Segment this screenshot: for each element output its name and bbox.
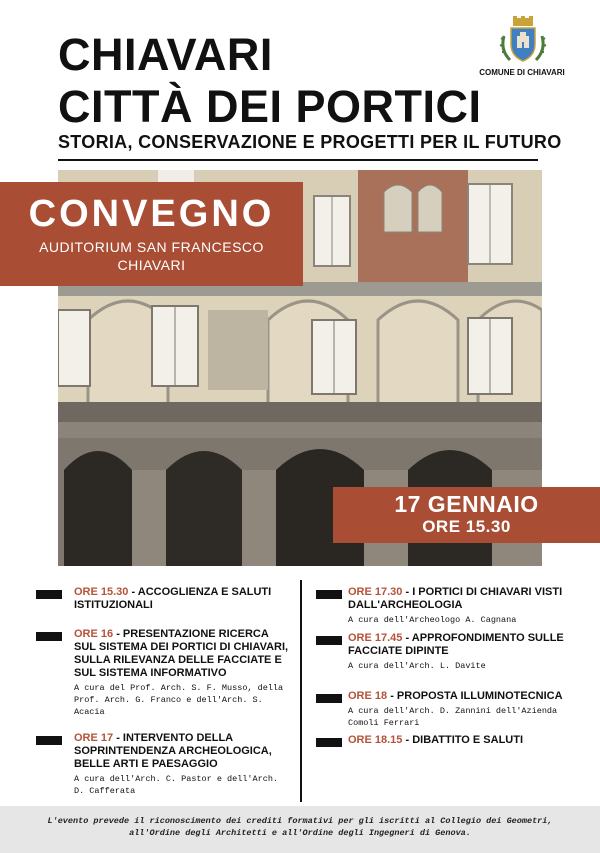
banner-heading: CONVEGNO	[28, 193, 275, 235]
program-time: ORE 16	[74, 628, 114, 640]
program-title: - APPROFONDIMENTO SULLE FACCIATE DIPINTE	[348, 632, 564, 657]
program-bullet	[316, 636, 342, 645]
program-speakers: A cura dell'Arch. C. Pastor e dell'Arch. D. Cafferata	[74, 774, 279, 796]
program-title: - INTERVENTO DELLA SOPRINTENDENZA ARCHEOLOGICA, BELLE ARTI E PAESAGGIO	[74, 732, 272, 770]
venue-line-2: CHIAVARI	[117, 257, 186, 273]
program-time: ORE 17.45	[348, 632, 403, 644]
comune-label: COMUNE DI CHIAVARI	[479, 68, 565, 77]
program-item	[348, 632, 586, 672]
venue-line-1: AUDITORIUM SAN FRANCESCO	[39, 239, 264, 255]
title-line-1: CHIAVARI	[58, 29, 273, 80]
program-title: - DIBATTITO E SALUTI	[402, 734, 524, 746]
program-speakers: A cura dell'Arch. L. Davite	[348, 661, 486, 671]
program-item	[348, 586, 586, 626]
program-title: - I PORTICI DI CHIAVARI VISTI DALL'ARCHEOLOGIA	[348, 586, 563, 611]
program-item	[348, 734, 586, 747]
program-title: - PROPOSTA ILLUMINOTECNICA	[387, 690, 563, 702]
program-speakers: A cura del Prof. Arch. S. F. Musso, della Prof. Arch. G. Franco e dell'Arch. S. Acacia	[74, 683, 284, 717]
program-title: - PRESENTAZIONE RICERCA SUL SISTEMA DEI PORTICI DI CHIAVARI, SULLA RILEVANZA DELLE FACCIATE E SUL SISTEMA INFORMATIVO	[74, 628, 289, 679]
footer-note	[0, 806, 600, 853]
program-speakers: A cura dell'Archeologo A. Cagnana	[348, 615, 517, 625]
program-item	[74, 628, 292, 718]
program-bullet	[316, 590, 342, 599]
convegno-banner	[0, 182, 303, 286]
event-time: ORE 15.30	[422, 517, 511, 536]
event-date: 17 GENNAIO	[394, 491, 539, 517]
subtitle: STORIA, CONSERVAZIONE E PROGETTI PER IL FUTURO	[58, 132, 562, 152]
title-line-2: CITTÀ DEI PORTICI	[58, 81, 482, 132]
program-time: ORE 18	[348, 690, 388, 702]
program-bullet	[316, 738, 342, 747]
program-item	[348, 690, 586, 729]
footer-line-1: L'evento prevede il riconoscimento dei crediti formativi per gli iscritti al Collegio dei Geometri,	[47, 816, 553, 826]
program-bullet	[36, 590, 62, 599]
program-time: ORE 15.30	[74, 586, 129, 598]
program-bullet	[36, 632, 62, 641]
footer-line-2: all'Ordine degli Architetti e all'Ordine degli Ingegneri di Genova.	[129, 828, 471, 838]
program-bullet	[36, 736, 62, 745]
program-divider	[300, 580, 302, 802]
program-bullet	[316, 694, 342, 703]
comune-crest-icon	[498, 14, 548, 66]
program-item	[74, 732, 292, 797]
title-rule	[58, 159, 538, 161]
date-banner	[333, 487, 600, 543]
program-speakers: A cura dell'Arch. D. Zannini dell'Azienda Comoli Ferrari	[348, 706, 558, 728]
program-item	[74, 586, 292, 612]
program-title: - ACCOGLIENZA E SALUTI ISTITUZIONALI	[74, 586, 272, 611]
program-time: ORE 17	[74, 732, 114, 744]
program-time: ORE 18.15	[348, 734, 403, 746]
program-time: ORE 17.30	[348, 586, 403, 598]
